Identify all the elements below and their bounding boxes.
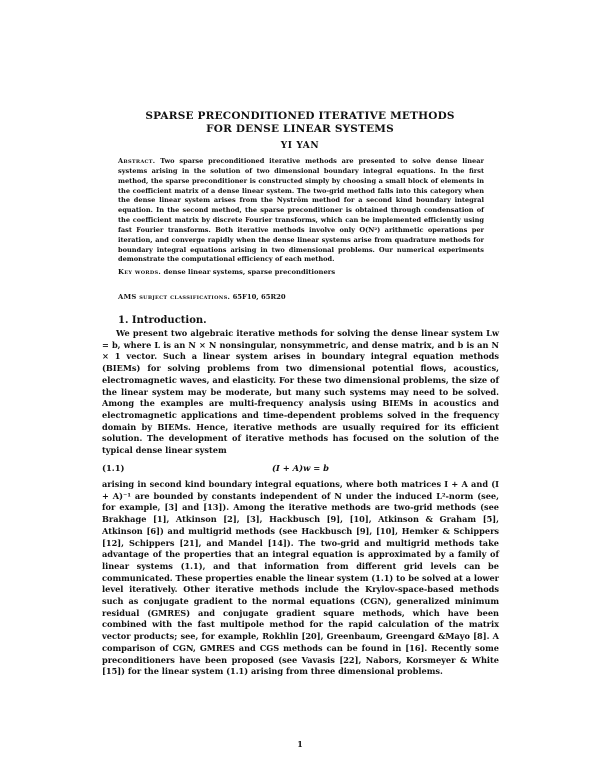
keywords-text: dense linear systems, sparse preconditioners (163, 268, 336, 276)
abstract-text: Two sparse preconditioned iterative methods are presented to solve dense linear systems arising in the solution of two dimensional boundary integral equations. In the first method, the sparse preconditioner is constructed simply by choosing a small block of elements in the coefficient matrix of a dense linear system. The two-grid method falls into this category when the dense linear system arises from the Nyström method for a second kind boundary integral equation. In the second method, the sparse preconditioner is obtained through condensation of the coefficient matrix by discrete Fourier transforms, which can be implemented efficiently using fast Fourier transforms. Both iterative methods involve only O(N²) arithmetic operations per iteration, and converge rapidly when the dense linear systems arise from quadrature methods for boundary integral equations arising in two dimensional problems. Our numerical experiments demonstrate the computational efficiency of each method. (118, 157, 484, 264)
intro-paragraph-2: arising in second kind boundary integral equations, where both matrices I + A and (I + A)⁻¹ are bounded by constants independent of N under the induced L²-norm (see, for example, [3] and [13]). Among the iterative methods are two-grid methods (see Brakhage [1], Atkinson [2], [3], Hackbusch [9], [10], Atkinson & Graham [5], Atkinson [6]) and multigrid methods (see Hackbusch [9], [10], Hemker & Schippers [12], Schippers [21], and Mandel [14]). The two-grid and multigrid methods take advantage of the properties that an integral equation is approximated by a family of linear systems (1.1), and that information from different grid levels can be communicated. These properties enable the linear system (1.1) to be solved at a lower level iteratively. Other iterative methods include the Krylov-space-based methods such as conjugate gradient to the normal equations (CGN), generalized minimum residual (GMRES) and conjugate gradient square methods, which have been combined with the fast multipole method for the rapid calculation of the matrix vector products; see, for example, Rokhlin [20], Greenbaum, Greengard &Mayo [8]. A comparison of CGN, GMRES and CGS methods can be found in [16]. Recently some preconditioners have been proposed (see Vavasis [22], Nabors, Korsmeyer & White [15]) for the linear system (1.1) arising from three dimensional problems. (102, 479, 499, 677)
keywords (118, 268, 335, 276)
author-name: YI YAN (280, 141, 320, 151)
equation-number: (1.1) (102, 463, 125, 473)
ams-text: 65F10, 65R20 (232, 293, 286, 301)
ams-label: AMS subject classifications. (118, 293, 231, 301)
title-line-2: FOR DENSE LINEAR SYSTEMS (206, 123, 394, 135)
ams-classification (118, 293, 286, 301)
equation-body: (I + A)w = b (271, 463, 330, 473)
paper-title (0, 110, 600, 136)
page-number: 1 (297, 739, 303, 749)
abstract-label: Abstract. (118, 157, 156, 165)
section-heading: 1. Introduction. (118, 315, 207, 326)
intro-paragraph-1: We present two algebraic iterative methods for solving the dense linear system Lw = b, where L is an N × N nonsingular, nonsymmetric, and dense matrix, and b is an N × 1 vector. Such a linear system arises in boundary integral equation methods (BIEMs) for solving problems from two dimensional potential flows, acoustics, electromagnetic waves, and elasticity. For these two dimensional problems, the size of the linear system may be moderate, but many such systems may need to be solved. Among the examples are multi-frequency analysis using BIEMs in acoustics and electromagnetic applications and time-dependent problems solved in the frequency domain by BIEMs. Hence, iterative methods are usually required for its efficient solution. The development of iterative methods has focused on the solution of the typical dense linear system (102, 328, 499, 456)
title-line-1: SPARSE PRECONDITIONED ITERATIVE METHODS (145, 110, 455, 122)
abstract (118, 157, 484, 265)
keywords-label: Key words. (118, 268, 162, 276)
